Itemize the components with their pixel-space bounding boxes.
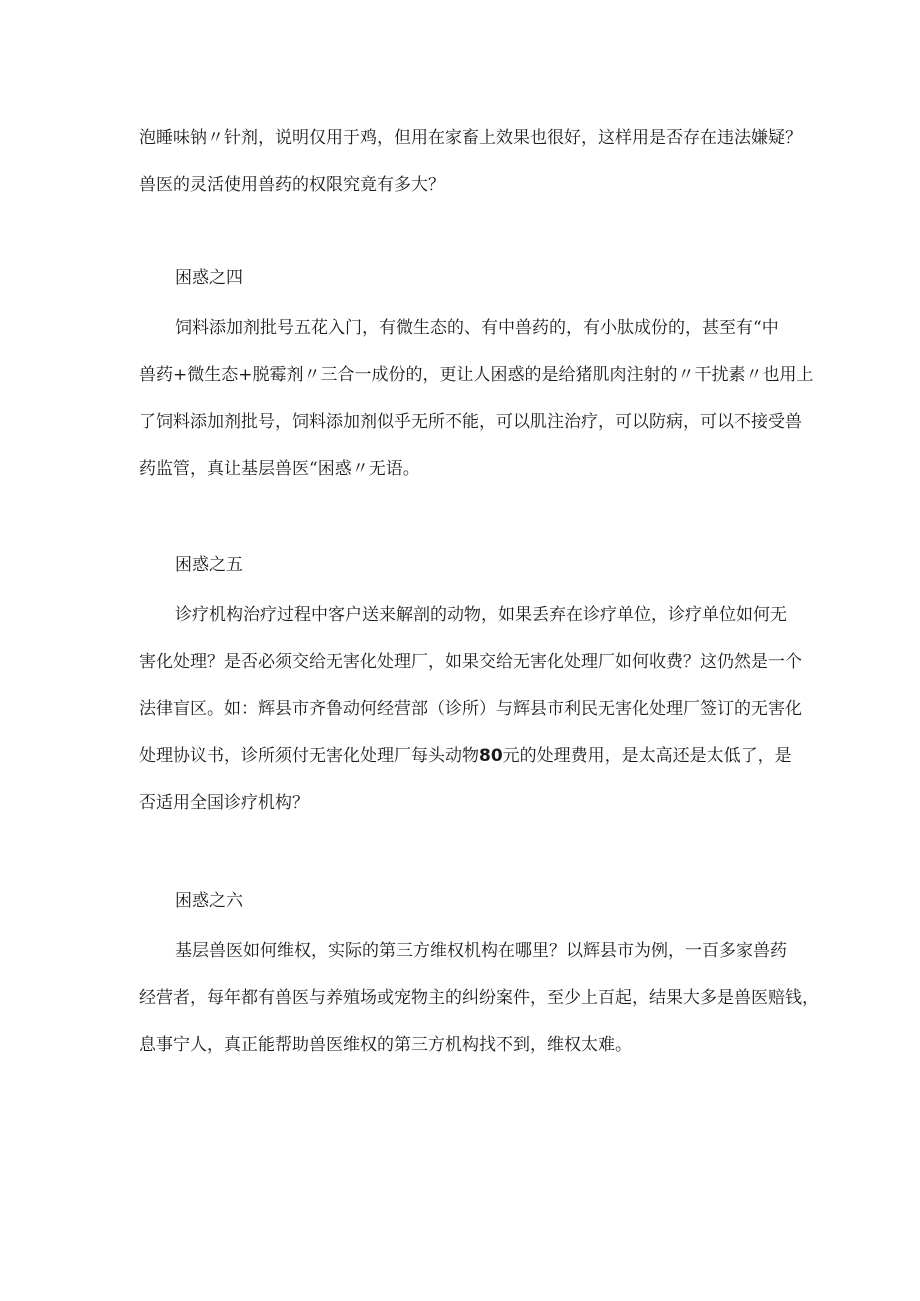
intro-line-1: 泡睡味钠〃针剂，说明仅用于鸡，但用在家畜上效果也很好，这样用是否存在违法嫌疑？	[139, 128, 802, 148]
section-6-line-3: 息事宁人，真正能帮助兽医维权的第三方机构找不到，维权太难。	[139, 1035, 632, 1055]
section-5-line-4-before: 处理协议书，诊所须付无害化处理厂每头动物	[139, 746, 479, 766]
section-6-line-1: 基层兽医如何维权，实际的第三方维权机构在哪里？以辉县市为例，一百多家兽药	[175, 941, 787, 961]
section-5-paragraph	[139, 592, 802, 827]
section-5-line-4	[139, 733, 799, 780]
section-5-line-3: 法律盲区。如：辉县市齐鲁动何经营部（诊所）与辉县市利民无害化处理厂签订的无害化	[139, 699, 802, 719]
section-4-line-1: 饲料添加剂批号五花入门，有微生态的、有中兽药的，有小肽成份的，甚至有“中	[175, 318, 779, 338]
section-6-line-2: 经营者，每年都有兽医与养殖场或宠物主的纠纷案件，至少上百起，结果大多是兽医赔钱，	[139, 988, 819, 1008]
section-5-heading: 困惑之五	[175, 555, 243, 575]
section-5-line-2: 害化处理？是否必须交给无害化处理厂，如果交给无害化处理厂如何收费？这仍然是一个	[139, 652, 802, 672]
section-5-line-1: 诊疗机构治疗过程中客户送来解剖的动物，如果丢弃在诊疗单位，诊疗单位如何无	[175, 605, 787, 625]
section-4	[139, 255, 799, 302]
fee-amount: 80	[479, 746, 503, 766]
section-6-paragraph	[139, 928, 819, 1069]
section-5	[139, 542, 799, 589]
section-4-paragraph	[139, 305, 814, 493]
section-5-line-5: 否适用全国诊疗机构？	[139, 793, 309, 813]
section-4-heading: 困惑之四	[175, 268, 243, 288]
section-5-line-4-after: 元的处理费用，是太高还是太低了，是	[502, 746, 792, 766]
section-4-line-3: 了饲料添加剂批号，饲料添加剂似乎无所不能，可以肌注治疗，可以防病，可以不接受兽	[139, 412, 802, 432]
section-6	[139, 878, 799, 925]
section-6-heading: 困惑之六	[175, 891, 243, 911]
intro-line-2: 兽医的灵活使用兽药的权限究竟有多大？	[139, 175, 445, 195]
section-4-line-2: 兽药+微生态+脱霉剂〃三合一成份的，更让人困惑的是给猪肌肉注射的〃干扰素〃也用上	[139, 365, 814, 385]
intro-paragraph	[139, 115, 802, 209]
section-4-line-4: 药监管，真让基层兽医“困惑〃无语。	[139, 459, 420, 479]
